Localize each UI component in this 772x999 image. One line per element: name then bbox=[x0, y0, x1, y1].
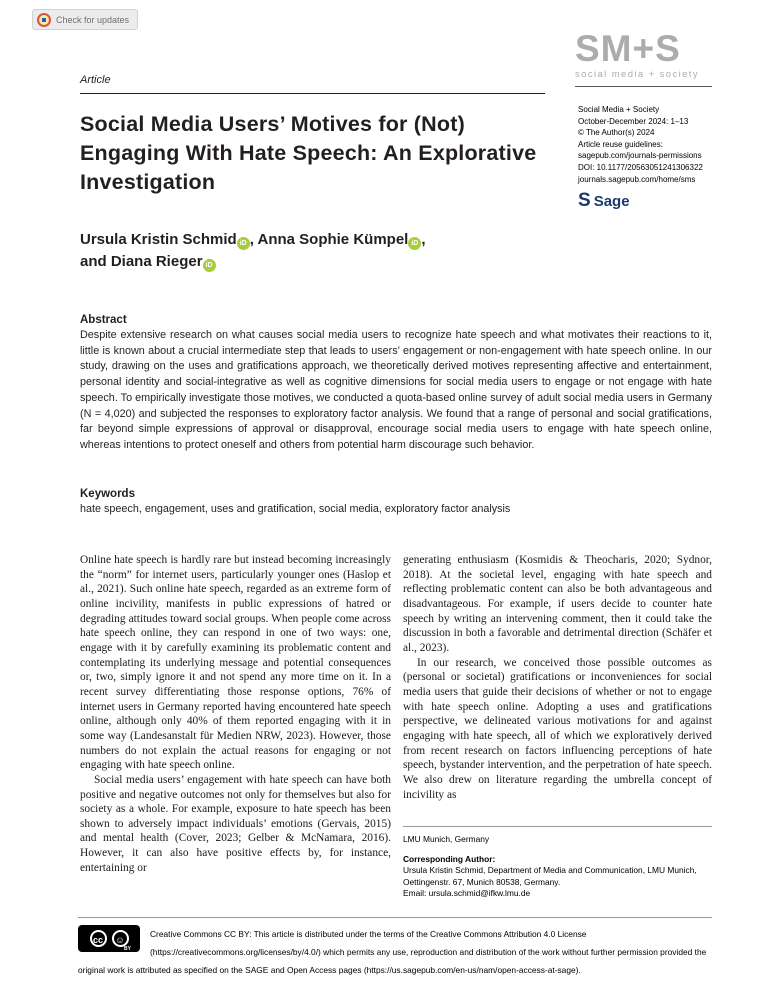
journal-info-block bbox=[578, 104, 718, 185]
journal-home-link[interactable]: journals.sagepub.com/home/sms bbox=[578, 174, 696, 184]
attribution-person-icon: ☺ bbox=[112, 930, 129, 947]
copyright-line: © The Author(s) 2024 bbox=[578, 128, 655, 138]
body-paragraph: Social media users’ engagement with hate speech can have both positive and negative outcomes not only for themselves but also for society as a whole. For example, exposure to hate speech has been shown to adversely impact individuals’ emotions (Gervais, 2015) and mental health (Cover, 2023; Gelber & McNamara, 2016). However, it can also have positive effects by, for instance, entertaining or bbox=[80, 773, 391, 874]
permissions-link[interactable]: sagepub.com/journals-permissions bbox=[578, 151, 702, 161]
corresponding-author-address: Ursula Kristin Schmid, Department of Media and Communication, LMU Munich, Oettingenstr. 67, Munich 80538, Germany. bbox=[403, 865, 697, 887]
sage-s-mark: S bbox=[578, 190, 591, 211]
journal-masthead bbox=[575, 30, 712, 87]
author-footnote-block bbox=[403, 826, 712, 900]
corresponding-author-email[interactable]: Email: ursula.schmid@ifkw.lmu.de bbox=[403, 888, 531, 898]
body-column-left bbox=[80, 553, 391, 875]
author-name-3: and Diana Rieger bbox=[80, 253, 203, 270]
corresponding-author-heading: Corresponding Author: bbox=[403, 853, 496, 864]
license-block bbox=[78, 924, 712, 978]
license-text: Creative Commons CC BY: This article is distributed under the terms of the Creative Commons Attribution 4.0 License (https://creativecommons.org/licenses/by/4.0/) which permits any use, reproduction and distribution of the work without further permission provided the original work is attributed as specified on the SAGE and Open Access pages (https://us.sagepub.com/en-us/nam/open-access-at-sage). bbox=[78, 929, 707, 975]
orcid-icon[interactable]: iD bbox=[203, 259, 216, 272]
cc-by-label: BY bbox=[124, 946, 131, 952]
author-separator: , bbox=[249, 231, 258, 248]
author-name-1: Ursula Kristin Schmid bbox=[80, 231, 237, 248]
check-for-updates-button[interactable] bbox=[32, 9, 138, 30]
author-separator: , bbox=[421, 231, 426, 248]
crossmark-icon bbox=[37, 13, 51, 27]
cc-by-license-icon[interactable] bbox=[78, 925, 140, 952]
cc-icon: cc bbox=[90, 930, 107, 947]
body-column-right bbox=[403, 553, 712, 802]
article-type-label: Article bbox=[80, 74, 111, 86]
keywords-heading: Keywords bbox=[80, 488, 135, 500]
abstract-text: Despite extensive research on what causes social media users to recognize hate speech and what motivates their reactions to it, little is known about a crucial intermediate step that leads to users’ engagement or non-engagement with hate speech online. In our study, drawing on the uses and gratifications approach, we theoretically derived motives representing affective and entertainment, personal identity and social-integrative as well as cognitive dimensions for social media users to engage or not engage with hate speech. To empirically investigate those motives, we conducted a quota-based online survey of adult social media users in Germany (N = 4,020) and subjected the responses to exploratory factor analysis. We found that a range of personal and social gratifications, far beyond simple expressions of approval or disapproval, encourage social media users to engage with hate speech online, whereas intentions to protect oneself and others from potential harm discourage such behavior. bbox=[80, 329, 712, 451]
journal-name: Social Media + Society bbox=[578, 105, 660, 114]
keywords-section bbox=[80, 488, 712, 517]
journal-tagline: social media + society bbox=[575, 69, 699, 80]
masthead-divider bbox=[575, 86, 712, 87]
page-title: Social Media Users’ Motives for (Not) Engaging With Hate Speech: An Explorative Investigation bbox=[80, 112, 537, 194]
body-paragraph: In our research, we conceived those possible outcomes as (personal or societal) gratifications or inconveniences for social media users that guide their decisions of whether or not to engage with hate speech online. Adopting a uses and gratifications perspective, we delineated various motivations for and against engaging with hate speech, all of which we exploratively derived from recent research on factors influencing perceptions of hate speech, bystander intervention, and the perpetration of hate speech. We also drew on literature regarding the umbrella concept of incivility as bbox=[403, 656, 712, 801]
issue-info: October-December 2024: 1–13 bbox=[578, 116, 689, 126]
abstract-heading: Abstract bbox=[80, 314, 127, 326]
doi-line: DOI: 10.1177/20563051241306322 bbox=[578, 162, 703, 172]
sage-publisher-logo[interactable] bbox=[578, 190, 630, 212]
keywords-text: hate speech, engagement, uses and gratification, social media, exploratory factor analysis bbox=[80, 503, 511, 515]
license-divider bbox=[78, 917, 712, 918]
reuse-guidelines-label: Article reuse guidelines: bbox=[578, 139, 663, 149]
journal-logo: SM+S bbox=[575, 28, 681, 69]
author-list bbox=[80, 229, 550, 273]
sage-wordmark: Sage bbox=[593, 192, 630, 210]
article-divider bbox=[80, 93, 545, 94]
author-name-2: Anna Sophie Kümpel bbox=[257, 231, 409, 248]
check-for-updates-label: Check for updates bbox=[56, 14, 130, 25]
abstract-section bbox=[80, 314, 712, 454]
orcid-icon[interactable]: iD bbox=[408, 237, 421, 250]
footnote-divider bbox=[403, 826, 712, 827]
orcid-icon[interactable]: iD bbox=[237, 237, 250, 250]
affiliation-line: LMU Munich, Germany bbox=[403, 834, 490, 844]
body-paragraph: generating enthusiasm (Kosmidis & Theocharis, 2020; Sydnor, 2018). At the societal level, engaging with hate speech and reflecting problematic content can also be both advantageous and disadvantageous. For example, if users decide to counter hate speech by writing an intervening comment, then it could take the discussion in both a favorable and detrimental direction (Schäfer et al., 2023). bbox=[403, 554, 712, 654]
body-paragraph: Online hate speech is hardly rare but instead becoming increasingly the “norm” for internet users, particularly younger ones (Haslop et al., 2021). Such online hate speech, regarded as an extreme form of online incivility, manifests in public expressions of hatred or degrading attitudes toward social groups. When people come across hate speech online, they can respond in one of two ways: one, engage with it by carefully examining its problematic content and contemplating its underlying message and potential consequences or, two, simply ignore it and not spend any more time on it. In a recent survey differentiating those response options, 76% of internet users in Germany reported having encountered hate speech online, although only 40% of them reported engaging with it in some way (Landesanstalt für Medien NRW, 2023). However, those numbers do not explain the actual reasons for engaging or not engaging with hate speech online. bbox=[80, 554, 391, 772]
